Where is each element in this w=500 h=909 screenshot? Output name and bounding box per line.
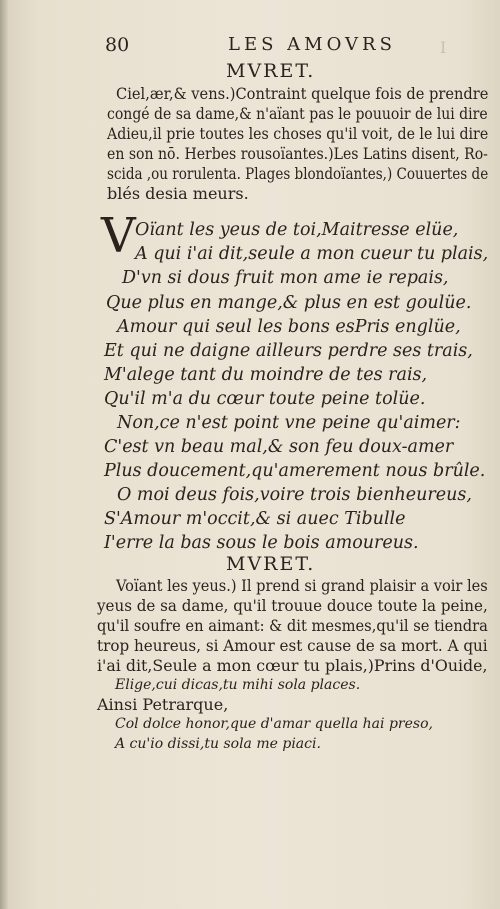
commentary-line: Voïant les yeus.) Il prend si grand plaisir a voir les — [116, 576, 488, 595]
verse-line: Amour qui seul les bons esPris englüe, — [117, 317, 461, 337]
verse-line: Oïant les yeus de toi,Maitresse elüe, — [135, 220, 459, 240]
page-gutter — [0, 0, 8, 909]
bleed-through-text: I — [440, 38, 450, 57]
verse-line: Plus doucement,qu'amerement nous brûle. — [104, 461, 486, 481]
running-title: LES AMOVRS — [228, 34, 396, 55]
commentary-line: i'ai dit,Seule a mon cœur tu plais,)Prins d'Ouide, — [97, 656, 488, 675]
commentator-name: MVRET. — [226, 60, 316, 82]
verse-line: Et qui ne daigne ailleurs perdre ses trais, — [104, 341, 473, 361]
page-number: 80 — [105, 34, 130, 56]
commentary-line: Adieu,il prie toutes les choses qu'il voit, de le lui dire — [107, 124, 489, 143]
commentary-line: Ainsi Petrarque, — [97, 695, 229, 714]
drop-cap: V — [101, 208, 136, 264]
latin-quotation: Elige,cui dicas,tu mihi sola places. — [115, 677, 361, 693]
commentary-line: trop heureus, si Amour est cause de sa mort. A qui — [97, 636, 488, 655]
verse-line: S'Amour m'occit,& si auec Tibulle — [104, 509, 406, 529]
verse-line: Qu'il m'a du cœur toute peine tolüe. — [104, 389, 426, 409]
verse-line: Non,ce n'est point vne peine qu'aimer: — [117, 413, 461, 433]
verse-line: O moi deus fois,voire trois bienheureus, — [117, 485, 472, 505]
verse-line: I'erre la bas sous le bois amoureus. — [104, 533, 419, 553]
commentary-line: scida ,ou rorulenta. Plages blondoïantes,) Couuertes de — [107, 164, 489, 183]
commentator-name: MVRET. — [226, 553, 316, 575]
verse-line: M'alege tant du moindre de tes rais, — [104, 365, 428, 385]
commentary-line: en son nō. Herbes rousoïantes.)Les Latins disent, Ro- — [107, 144, 488, 163]
verse-line: C'est vn beau mal,& son feu doux-amer — [104, 437, 454, 457]
commentary-line: qu'il soufre en aimant: & dit mesmes,qu'il se tiendra — [97, 616, 488, 635]
commentary-line: yeus de sa dame, qu'il trouue douce toute la peine, — [97, 596, 488, 615]
commentary-line: Ciel,ær,& vens.)Contraint quelque fois de prendre — [116, 84, 489, 103]
verse-line: A qui i'ai dit,seule a mon cueur tu plais, — [135, 244, 489, 264]
commentary-line: blés desia meurs. — [107, 184, 249, 203]
verse-line: D'vn si dous fruit mon ame ie repais, — [122, 268, 449, 288]
italian-quotation: A cu'io dissi,tu sola me piaci. — [115, 736, 321, 752]
verse-line: Que plus en mange,& plus en est goulüe. — [106, 293, 472, 313]
italian-quotation: Col dolce honor,que d'amar quella hai preso, — [115, 716, 433, 732]
commentary-line: congé de sa dame,& n'aïant pas le pouuoir de lui dire — [107, 104, 488, 123]
